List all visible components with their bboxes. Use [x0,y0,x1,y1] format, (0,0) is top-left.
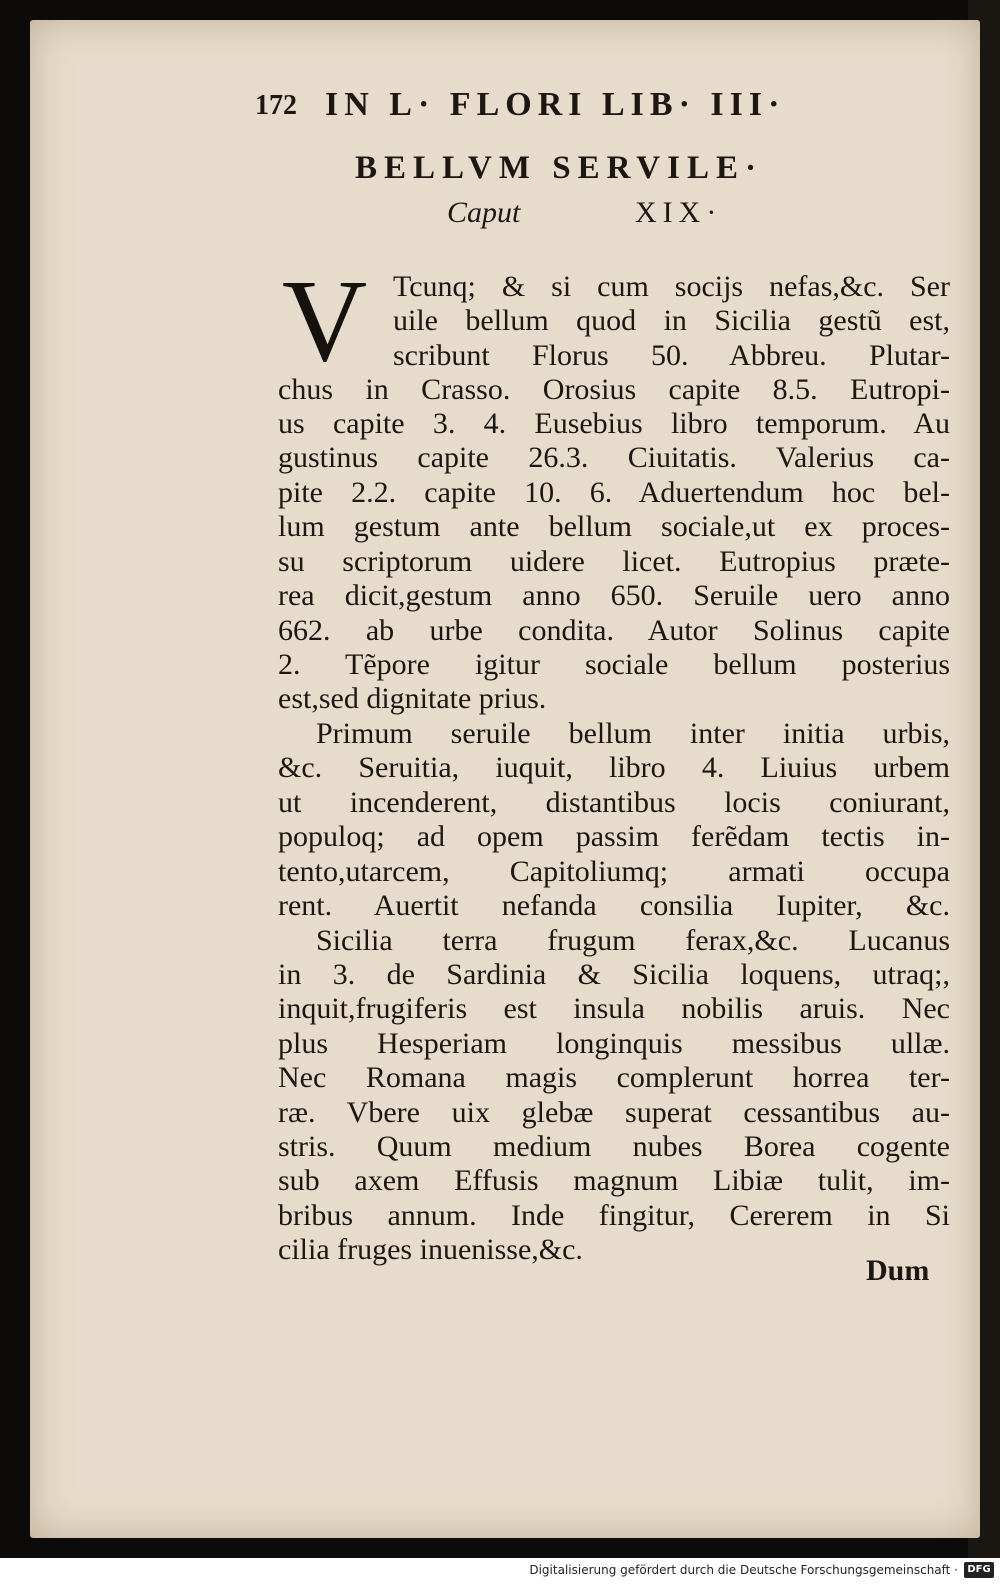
text-line: cilia fruges inuenisse,&c. [278,1233,583,1266]
text-line: us capite 3. 4. Eusebius libro temporum. Au [278,407,950,440]
text-line: inquit,frugiferis est insula nobilis aruis. Nec [278,992,950,1025]
text-line: Sicilia terra frugum ferax,&c. Lucanus [316,924,950,957]
text-line: 2. Tẽpore igitur sociale bellum posterius [278,648,950,681]
digitization-footer [0,1558,1000,1584]
text-line: 662. ab urbe condita. Autor Solinus capite [278,614,950,647]
text-line: ut incenderent, distantibus locis coniurant, [278,786,950,819]
text-line: chus in Crasso. Orosius capite 8.5. Eutropi- [278,373,950,406]
text-line: su scriptorum uidere licet. Eutropius præte- [278,545,950,578]
text-line: gustinus capite 26.3. Ciuitatis. Valerius ca- [278,441,950,474]
footer-credit: Digitalisierung gefördert durch die Deutsche Forschungsgemeinschaft · [529,1563,958,1577]
text-line: in 3. de Sardinia & Sicilia loquens, utraq;, [278,958,950,991]
running-title: IN L· FLORI LIB· III· [325,86,786,123]
text-line: Primum seruile bellum inter initia urbis, [316,717,950,750]
text-line: stris. Quum medium nubes Borea cogente [278,1130,950,1163]
chapter-label: Caput [447,196,521,229]
text-line: plus Hesperiam longinquis messibus ullæ. [278,1027,950,1060]
text-line: sub axem Effusis magnum Libiæ tulit, im- [278,1164,950,1197]
text-line: rent. Auertit nefanda consilia Iupiter, &c. [278,889,950,922]
running-header [255,86,955,126]
text-line: pite 2.2. capite 10. 6. Aduertendum hoc bel- [278,476,950,509]
text-line: &c. Seruitia, iuquit, libro 4. Liuius urbem [278,751,950,784]
text-line: Tcunq; & si cum socijs nefas,&c. Ser [393,270,950,303]
text-line: Nec Romana magis complerunt horrea ter- [278,1061,950,1094]
text-line: scribunt Florus 50. Abbreu. Plutar- [393,339,950,372]
text-line: est,sed dignitate prius. [278,682,547,715]
text-line: uile bellum quod in Sicilia gestũ est, [393,304,950,337]
text-line: populoq; ad opem passim ferẽdam tectis in- [278,820,950,853]
text-line: tento,utarcem, Capitoliumq; armati occupa [278,855,950,888]
chapter-number: XIX· [635,196,723,229]
catchword: Dum [866,1254,930,1287]
text-line: rea dicit,gestum anno 650. Seruile uero anno [278,579,950,612]
dfg-logo: DFG [964,1562,994,1578]
page-number: 172 [255,90,297,121]
text-line: bribus annum. Inde fingitur, Cererem in Si [278,1199,950,1232]
text-line: lum gestum ante bellum sociale,ut ex proces- [278,510,950,543]
text-line: ræ. Vbere uix glebæ superat cessantibus au- [278,1096,950,1129]
chapter-title: BELLVM SERVILE· [355,150,763,186]
drop-capital: V [282,255,368,386]
